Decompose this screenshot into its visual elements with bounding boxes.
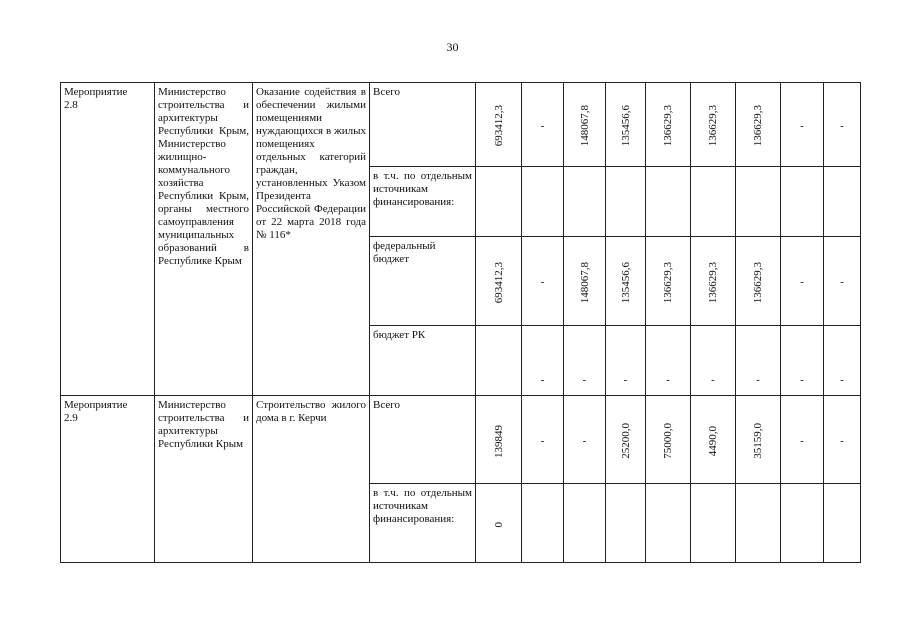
amount-cell xyxy=(736,396,781,484)
amount-cell xyxy=(646,167,691,237)
executor-cell: Министерство строительства и архитектуры Республики Крым xyxy=(155,396,253,563)
amount-cell xyxy=(564,484,606,563)
funding-source-label: Всего xyxy=(370,396,476,484)
amount-value: - xyxy=(623,374,628,386)
amount-cell xyxy=(736,167,781,237)
amount-cell xyxy=(824,484,861,563)
amount-value: - xyxy=(711,374,715,386)
amount-value: - xyxy=(800,119,804,132)
amount-value: 136629,3 xyxy=(752,105,764,147)
funding-source-label: в т.ч. по отдельным источникам финансирования: xyxy=(370,484,476,563)
amount-cell xyxy=(691,167,736,237)
funding-source-label: Всего xyxy=(370,83,476,167)
amount-cell xyxy=(476,167,522,237)
amount-cell xyxy=(564,326,606,396)
amount-cell xyxy=(522,167,564,237)
amount-cell xyxy=(824,237,861,326)
amount-cell xyxy=(736,484,781,563)
amount-cell xyxy=(646,396,691,484)
amount-value: - xyxy=(840,374,844,386)
amount-cell xyxy=(606,484,646,563)
amount-cell xyxy=(646,83,691,167)
amount-cell xyxy=(781,326,824,396)
amount-value: 4490,0 xyxy=(707,425,719,457)
amount-value: 35159,0 xyxy=(752,423,764,459)
financing-table xyxy=(60,82,861,563)
amount-cell xyxy=(781,237,824,326)
amount-cell xyxy=(564,83,606,167)
amount-value: 693412,3 xyxy=(492,105,505,147)
funding-source-label: в т.ч. по отдельным источникам финансирования: xyxy=(370,167,476,237)
amount-cell xyxy=(606,83,646,167)
amount-value: - xyxy=(800,276,804,288)
amount-value: - xyxy=(582,434,587,447)
amount-cell xyxy=(824,326,861,396)
amount-value: 148067,8 xyxy=(578,105,591,147)
activity-cell: Мероприятие 2.8 xyxy=(61,83,155,396)
executor-cell: Министерство строительства и архитектуры Республики Крым, Министерство жилищно-коммунального хозяйства Республики Крым, органы местного самоуправления муниципальных образований в Республике Крым xyxy=(155,83,253,396)
amount-cell xyxy=(564,237,606,326)
amount-cell xyxy=(476,396,522,484)
amount-cell xyxy=(564,396,606,484)
table-row xyxy=(61,396,861,484)
amount-cell xyxy=(646,484,691,563)
amount-value: 693412,3 xyxy=(492,261,505,304)
funding-source-label: бюджет РК xyxy=(370,326,476,396)
amount-cell xyxy=(476,237,522,326)
amount-value: 136629,3 xyxy=(662,261,674,304)
amount-cell xyxy=(691,237,736,326)
amount-value: 148067,8 xyxy=(578,261,591,304)
amount-value: 136629,3 xyxy=(707,105,719,147)
amount-cell xyxy=(691,326,736,396)
amount-cell xyxy=(824,167,861,237)
amount-value: 75000,0 xyxy=(662,423,674,459)
amount-value: 135456,6 xyxy=(619,105,632,147)
amount-value: - xyxy=(840,119,844,132)
amount-cell xyxy=(736,83,781,167)
amount-value: - xyxy=(582,374,587,386)
amount-cell xyxy=(646,237,691,326)
amount-cell xyxy=(476,83,522,167)
amount-value: - xyxy=(840,434,844,447)
description-cell: Оказание содействия в обеспечении жилыми помещениями нуждающихся в жилых помещениях отдельных категорий граждан, установленных Указом Президента Российской Федерации от 22 марта 2018 года № 116* xyxy=(253,83,370,396)
table-row xyxy=(61,83,861,167)
amount-cell xyxy=(781,83,824,167)
amount-cell xyxy=(691,484,736,563)
amount-cell xyxy=(781,167,824,237)
amount-cell xyxy=(736,326,781,396)
amount-cell xyxy=(522,237,564,326)
description-cell: Строительство жилого дома в г. Керчи xyxy=(253,396,370,563)
amount-value: 136629,3 xyxy=(707,261,719,304)
amount-value: - xyxy=(840,276,844,288)
amount-cell xyxy=(522,83,564,167)
amount-value: - xyxy=(800,374,804,386)
amount-value: 136629,3 xyxy=(752,261,764,304)
amount-value: - xyxy=(540,374,545,386)
amount-cell xyxy=(824,83,861,167)
amount-cell xyxy=(781,396,824,484)
amount-cell xyxy=(736,237,781,326)
amount-value: - xyxy=(800,434,804,447)
amount-value: 0 xyxy=(492,521,505,528)
amount-cell xyxy=(476,484,522,563)
amount-value: 139849 xyxy=(492,424,505,458)
amount-value: - xyxy=(540,276,545,288)
amount-value: - xyxy=(666,374,670,386)
amount-value: 135456,6 xyxy=(619,261,632,304)
amount-cell xyxy=(606,167,646,237)
amount-cell xyxy=(522,396,564,484)
amount-value: - xyxy=(540,434,545,447)
amount-value: 136629,3 xyxy=(662,105,674,147)
amount-cell xyxy=(691,396,736,484)
amount-cell xyxy=(781,484,824,563)
amount-cell xyxy=(564,167,606,237)
funding-source-label: федеральный бюджет xyxy=(370,237,476,326)
amount-value: - xyxy=(756,374,760,386)
page-number: 30 xyxy=(446,40,459,54)
amount-cell xyxy=(522,484,564,563)
activity-cell: Мероприятие 2.9 xyxy=(61,396,155,563)
amount-cell xyxy=(824,396,861,484)
amount-cell xyxy=(476,326,522,396)
amount-cell xyxy=(691,83,736,167)
amount-value: 25200,0 xyxy=(619,423,632,459)
amount-cell xyxy=(606,237,646,326)
amount-cell xyxy=(606,396,646,484)
amount-cell xyxy=(522,326,564,396)
amount-value: - xyxy=(540,119,545,132)
amount-cell xyxy=(646,326,691,396)
amount-cell xyxy=(606,326,646,396)
